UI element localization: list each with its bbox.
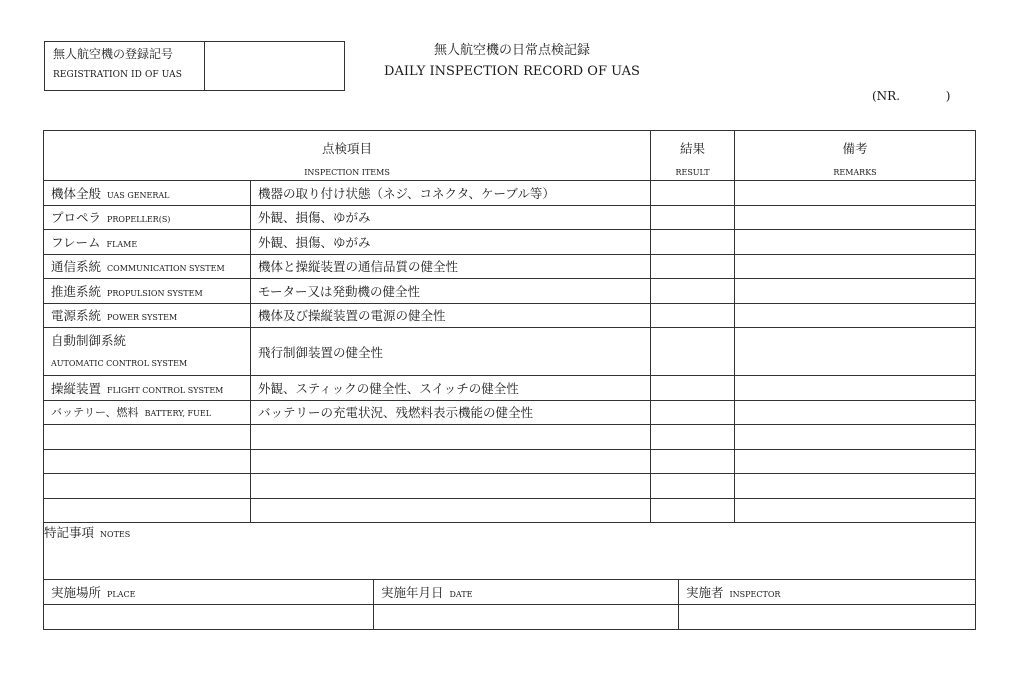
blank-remarks-cell[interactable]	[735, 425, 976, 450]
date-label	[374, 580, 679, 605]
blank-remarks-cell[interactable]	[735, 474, 976, 499]
header-inspection-items	[44, 131, 651, 181]
category-en: BATTERY, FUEL	[144, 409, 211, 419]
result-cell[interactable]	[651, 230, 735, 255]
category-en: FLAME	[106, 239, 138, 249]
category-en: FLIGHT CONTROL SYSTEM	[107, 385, 224, 395]
page-title-jp: 無人航空機の日常点検記録	[433, 43, 590, 58]
header-items-jp: 点検項目	[321, 141, 372, 156]
place-label-jp: 実施場所	[51, 585, 102, 600]
header-result	[651, 131, 735, 181]
footer-table	[43, 579, 976, 630]
table-row	[44, 254, 976, 279]
header-remarks-jp: 備考	[842, 141, 868, 156]
footer-label-row	[44, 580, 976, 605]
blank-result-cell[interactable]	[651, 498, 735, 523]
inspector-label-en: INSPECTOR	[729, 590, 781, 599]
footer-value-row	[44, 605, 976, 630]
header-result-en: RESULT	[675, 168, 710, 177]
notes-row	[44, 523, 976, 580]
category-jp: 電源系統	[51, 308, 102, 324]
place-label-en: PLACE	[107, 590, 136, 599]
blank-row	[44, 474, 976, 499]
table-row	[44, 376, 976, 401]
remarks-cell[interactable]	[735, 279, 976, 304]
blank-row	[44, 425, 976, 450]
blank-category-cell[interactable]	[44, 425, 251, 450]
inspection-table	[43, 130, 976, 580]
notes-field[interactable]	[44, 523, 976, 580]
row-item: バッテリーの充電状況、残燃料表示機能の健全性	[251, 400, 651, 425]
blank-remarks-cell[interactable]	[735, 449, 976, 474]
table-row	[44, 303, 976, 328]
header-remarks	[735, 131, 976, 181]
category-jp: 推進系統	[51, 283, 102, 299]
blank-remarks-cell[interactable]	[735, 498, 976, 523]
category-jp: バッテリー、燃料	[51, 406, 139, 420]
table-row	[44, 400, 976, 425]
remarks-cell[interactable]	[735, 303, 976, 328]
result-cell[interactable]	[651, 303, 735, 328]
header-result-jp: 結果	[679, 141, 705, 156]
registration-label-en: REGISTRATION ID OF UAS	[53, 70, 183, 80]
header-remarks-en: REMARKS	[833, 168, 877, 177]
category-jp: フレーム	[51, 234, 101, 250]
row-item: 外観、スティックの健全性、スイッチの健全性	[251, 376, 651, 401]
notes-label-en: NOTES	[100, 530, 131, 539]
category-en: POWER SYSTEM	[107, 313, 178, 323]
blank-item-cell[interactable]	[251, 449, 651, 474]
row-category	[44, 254, 251, 279]
inspector-label-jp: 実施者	[686, 585, 724, 600]
table-row	[44, 181, 976, 206]
result-cell[interactable]	[651, 254, 735, 279]
row-item: モーター又は発動機の健全性	[251, 279, 651, 304]
table-header-row	[44, 131, 976, 181]
category-en: AUTOMATIC CONTROL SYSTEM	[51, 359, 188, 368]
category-en: COMMUNICATION SYSTEM	[107, 264, 225, 274]
remarks-cell[interactable]	[735, 254, 976, 279]
page-title-en: DAILY INSPECTION RECORD OF UAS	[384, 64, 640, 79]
category-jp: 機体全般	[51, 185, 102, 201]
remarks-cell[interactable]	[735, 400, 976, 425]
row-category	[44, 303, 251, 328]
remarks-cell[interactable]	[735, 376, 976, 401]
remarks-cell[interactable]	[735, 205, 976, 230]
date-label-en: DATE	[449, 590, 473, 599]
remarks-cell[interactable]	[735, 230, 976, 255]
row-category	[44, 230, 251, 255]
row-item: 機体と操縦装置の通信品質の健全性	[251, 254, 651, 279]
row-category	[44, 181, 251, 206]
blank-item-cell[interactable]	[251, 425, 651, 450]
result-cell[interactable]	[651, 205, 735, 230]
row-item: 外観、損傷、ゆがみ	[251, 230, 651, 255]
blank-row	[44, 498, 976, 523]
blank-row	[44, 449, 976, 474]
blank-item-cell[interactable]	[251, 498, 651, 523]
table-row	[44, 205, 976, 230]
record-number: (NR. )	[872, 89, 951, 103]
result-cell[interactable]	[651, 376, 735, 401]
result-cell[interactable]	[651, 328, 735, 376]
row-item: 飛行制御装置の健全性	[251, 328, 651, 376]
inspector-field[interactable]	[679, 605, 976, 630]
result-cell[interactable]	[651, 181, 735, 206]
blank-item-cell[interactable]	[251, 474, 651, 499]
date-field[interactable]	[374, 605, 679, 630]
table-row	[44, 230, 976, 255]
blank-category-cell[interactable]	[44, 449, 251, 474]
category-en: UAS GENERAL	[107, 190, 170, 200]
remarks-cell[interactable]	[735, 181, 976, 206]
notes-label-jp: 特記事項	[44, 525, 95, 540]
category-jp: 自動制御系統	[51, 333, 127, 348]
row-category	[44, 205, 251, 230]
blank-result-cell[interactable]	[651, 449, 735, 474]
remarks-cell[interactable]	[735, 328, 976, 376]
category-jp: プロペラ	[51, 210, 102, 226]
header-items-en: INSPECTION ITEMS	[304, 168, 390, 177]
place-label	[44, 580, 374, 605]
row-item: 外観、損傷、ゆがみ	[251, 205, 651, 230]
row-category	[44, 279, 251, 304]
table-row	[44, 328, 976, 376]
registration-label-jp: 無人航空機の登録記号	[53, 47, 174, 61]
row-item: 機体及び操縦装置の電源の健全性	[251, 303, 651, 328]
result-cell[interactable]	[651, 400, 735, 425]
blank-category-cell[interactable]	[44, 474, 251, 499]
result-cell[interactable]	[651, 279, 735, 304]
place-field[interactable]	[44, 605, 374, 630]
blank-result-cell[interactable]	[651, 425, 735, 450]
category-jp: 操縦装置	[51, 380, 102, 396]
date-label-jp: 実施年月日	[381, 585, 444, 600]
category-jp: 通信系統	[51, 259, 102, 275]
inspector-label	[679, 580, 976, 605]
blank-category-cell[interactable]	[44, 498, 251, 523]
blank-result-cell[interactable]	[651, 474, 735, 499]
row-category	[44, 400, 251, 425]
row-category	[44, 376, 251, 401]
table-row	[44, 279, 976, 304]
row-category	[44, 328, 251, 376]
category-en: PROPULSION SYSTEM	[107, 288, 203, 298]
category-en: PROPELLER(S)	[107, 215, 171, 225]
row-item: 機器の取り付け状態（ネジ、コネクタ、ケーブル等）	[251, 181, 651, 206]
